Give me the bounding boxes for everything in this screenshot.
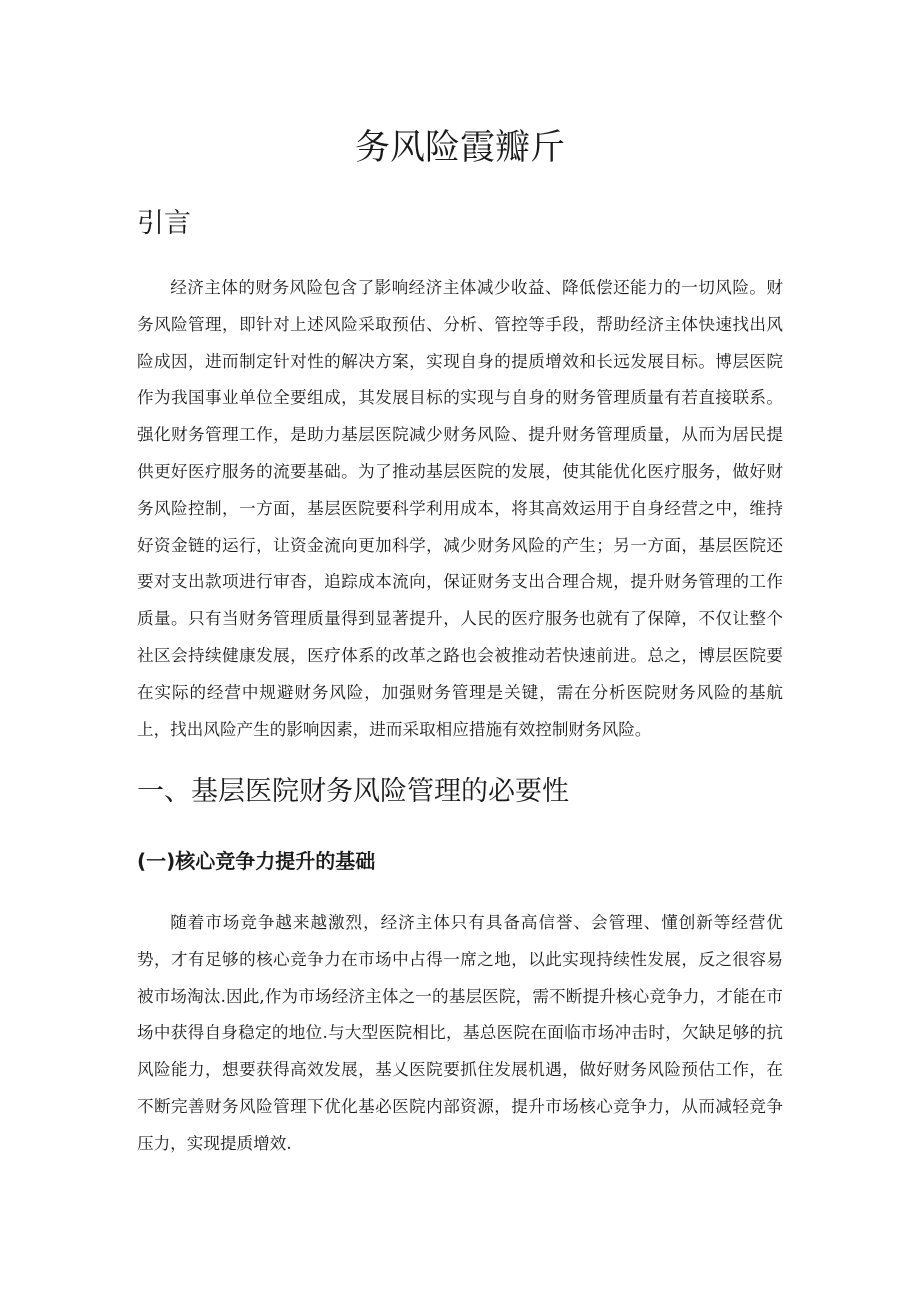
subsection-paragraph-competitiveness: 随着市场竞争越来越激烈，经济主体只有具备高信誉、会管理、懂创新等经营优势，才有足够的核心竞争力在市场中占得一席之地，以此实现持续性发展，反之很容易被市场淘汰.因此,作为市场经济主体之一的基层医院，需不断提升核心竞争力，才能在市场中获得自身稳定的地位.与大型医院相比，基总医院在面临市场冲击时，欠缺足够的抗风险能力，想要获得高效发展，基乂医院要抓住发展机遇，做好财务风险预估工作，在不断完善财务风险管理下优化基必医院内部资源，提升市场核心竞争力，从而减轻竞争压力，实现提质增效. <box>137 913 783 1153</box>
document-title: 务风险霞瓣斤 <box>354 128 565 168</box>
subsection-heading-competitiveness: (一)核心竞争力提升的基础 <box>137 849 376 873</box>
intro-heading: 引言 <box>137 208 191 239</box>
intro-paragraph: 经济主体的财务风险包含了影响经济主体减少收益、降低偿还能力的一切风险。财务风险管理，即针对上述风险采取预估、分析、管控等手段，帮助经济主体快速找出风险成因，进而制定针对性的解决方案，实现自身的提质增效和长远发展目标。博层医院作为我国事业单位全要组成，其发展目标的实现与自身的财务管理质量有若直接联系。强化财务管理工作，是助力基层医院减少财务风险、提升财务管理质量，从而为居民提供更好医疗服务的流要基础。为了推动基层医院的发展，使其能优化医疗服务，做好财务风险控制，一方面，基层医院要科学利用成本，将其高效运用于自身经营之中，维持好资金链的运行，让资金流向更加科学，减少财务风险的产生；另一方面，基层医院还要对支出款项进行审杳，追踪成本流向，保证财务支出合理合规，提升财务管理的工作质量。只有当财务管理质量得到显著提升，人民的医疗服务也就有了保障，不仅让整个社区会持续健康发展，医疗体系的改革之路也会被推动若快速前进。总之，博层医院要在实际的经营中规避财务风险，加强财务管理是关键，需在分析医院财务风险的基航上，找出风险产生的影响因素，进而采取相应措施有效控制财务风险。 <box>137 278 783 739</box>
section-heading-necessity: 一、基层医院财务风险管理的必要性 <box>137 776 569 807</box>
